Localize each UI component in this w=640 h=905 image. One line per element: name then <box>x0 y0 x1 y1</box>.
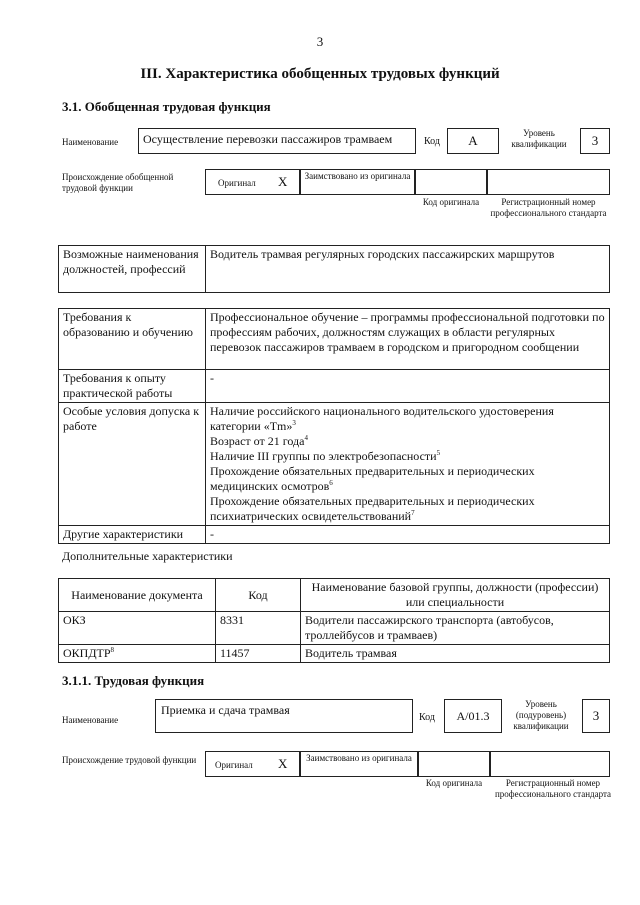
additional-table <box>58 578 610 663</box>
job-titles-table <box>58 245 610 293</box>
col-doc-header: Наименование документа <box>59 579 216 612</box>
code-field: A <box>447 128 499 154</box>
original-mark: X <box>278 756 288 771</box>
registration-number-cell <box>487 169 610 195</box>
level-label: Уровень (подуровень) квалификации <box>513 699 569 731</box>
original-cell <box>205 169 300 195</box>
requirements-row <box>59 370 610 403</box>
code-label: Код <box>424 136 440 147</box>
code-cell: 11457 <box>216 645 301 663</box>
requirement-label: Другие характеристики <box>59 526 206 544</box>
condition-item: Возраст от 21 года$^4$ <box>210 434 308 448</box>
original-code-caption: Код оригинала <box>425 778 483 788</box>
condition-item: Прохождение обязательных предварительных и периодических медицинских осмотров$^6$ <box>210 464 535 493</box>
registration-caption: Регистрационный номер профессионального стандарта <box>494 778 612 799</box>
borrowed-cell: Заимствовано из оригинала <box>300 169 415 195</box>
table-row <box>59 612 610 645</box>
function-name-field: Приемка и сдача трамвая <box>155 699 413 733</box>
requirements-row <box>59 526 610 544</box>
code-field: A/01.3 <box>444 699 502 733</box>
table-row <box>59 645 610 663</box>
requirement-value <box>206 403 610 526</box>
condition-item: Наличие III группы по электробезопасности$^5$ <box>210 449 441 463</box>
original-label: Оригинал <box>215 760 253 770</box>
requirements-row <box>59 309 610 370</box>
condition-item: Прохождение обязательных предварительных и периодических психиатрических освидетельствований$^7$ <box>210 494 535 523</box>
registration-caption: Регистрационный номер профессионального стандарта <box>490 197 607 218</box>
original-code-cell <box>415 169 487 195</box>
requirements-row <box>59 403 610 526</box>
requirement-value: - <box>206 526 610 544</box>
name-cell: Водитель трамвая <box>301 645 610 663</box>
level-field: 3 <box>582 699 610 733</box>
borrowed-cell: Заимствовано из оригинала <box>300 751 418 777</box>
col-code-header: Код <box>216 579 301 612</box>
code-label: Код <box>419 712 435 723</box>
requirement-label: Требования к образованию и обучению <box>59 309 206 370</box>
registration-number-cell <box>490 751 610 777</box>
col-name-header: Наименование базовой группы, должности (профессии) или специальности <box>301 579 610 612</box>
code-cell: 8331 <box>216 612 301 645</box>
subsection-heading: 3.1.1. Трудовая функция <box>62 673 205 688</box>
name-cell: Водители пассажирского транспорта (автобусов, троллейбусов и трамваев) <box>301 612 610 645</box>
original-code-caption: Код оригинала <box>422 197 480 207</box>
table-header-row <box>59 579 610 612</box>
name-label: Наименование <box>62 715 119 725</box>
requirement-label: Требования к опыту практической работы <box>59 370 206 403</box>
condition-item: Наличие российского национального водительского удостоверения категории «Tm»$^3$ <box>210 404 554 433</box>
page-title: III. Характеристика обобщенных трудовых функций <box>140 66 500 82</box>
doc-cell: ОКПДТР$^8$ <box>59 645 216 663</box>
job-titles-label: Возможные наименования должностей, профессий <box>59 246 206 293</box>
name-label: Наименование <box>62 137 119 147</box>
section-heading: 3.1. Обобщенная трудовая функция <box>62 99 271 114</box>
job-titles-value: Водитель трамвая регулярных городских пассажирских маршрутов <box>206 246 610 293</box>
original-label: Оригинал <box>218 178 256 188</box>
requirement-value: - <box>206 370 610 403</box>
original-code-cell <box>418 751 490 777</box>
additional-heading: Дополнительные характеристики <box>62 549 233 563</box>
origin-label: Происхождение трудовой функции <box>62 755 197 765</box>
original-cell <box>205 751 300 777</box>
origin-label: Происхождение обобщенной трудовой функции <box>62 172 174 193</box>
level-label: Уровень квалификации <box>511 128 567 149</box>
page-number: 3 <box>316 34 324 49</box>
function-name-field: Осуществление перевозки пассажиров трамваем <box>138 128 416 154</box>
requirement-value: Профессиональное обучение – программы профессиональной подготовки по профессиям рабочих, должностям служащих в области регулярных перевозок пассажиров трамваем в городском и пригородном сообщении <box>206 309 610 370</box>
requirements-table <box>58 308 610 544</box>
doc-cell: ОКЗ <box>59 612 216 645</box>
level-field: 3 <box>580 128 610 154</box>
original-mark: X <box>278 174 288 189</box>
requirement-label: Особые условия допуска к работе <box>59 403 206 526</box>
